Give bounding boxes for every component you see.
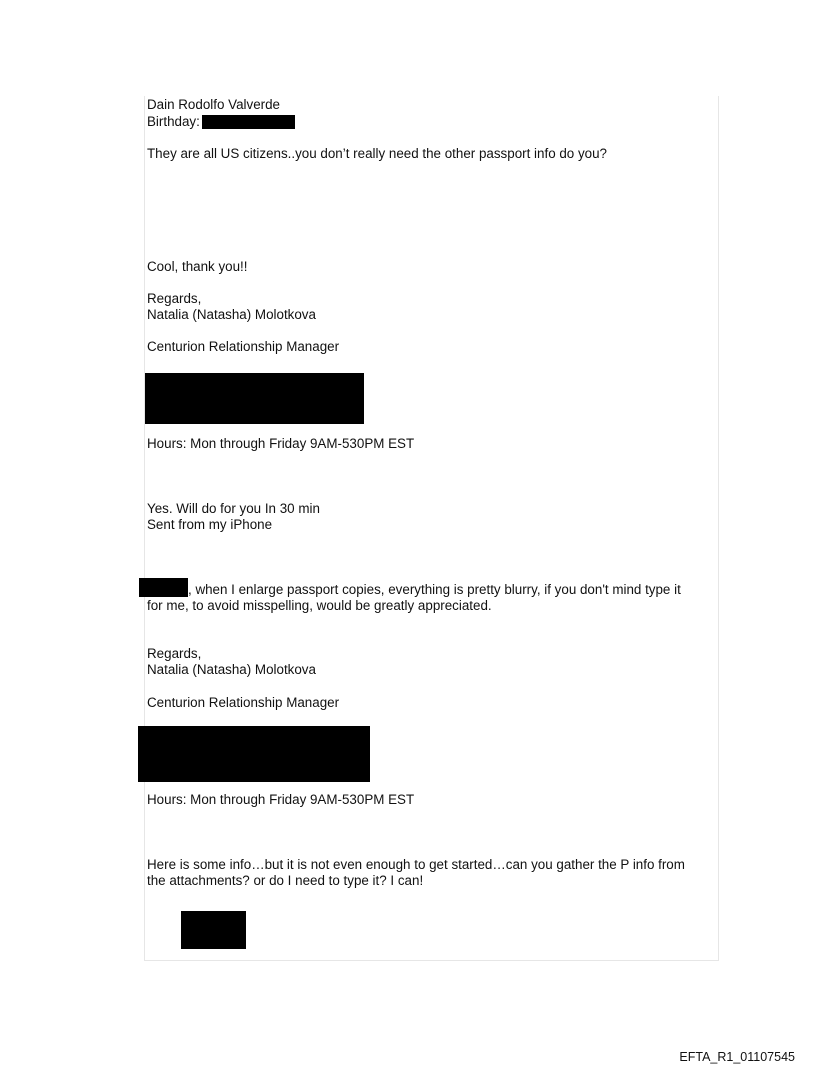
sender-name: Natalia (Natasha) Molotkova xyxy=(147,307,316,322)
thanks-line: Cool, thank you!! xyxy=(147,259,248,274)
redaction-box xyxy=(139,578,188,597)
document-id: EFTA_R1_01107545 xyxy=(679,1050,795,1064)
regards-line: Regards, xyxy=(147,291,202,306)
iphone-signature: Sent from my iPhone xyxy=(147,517,273,532)
redaction-box xyxy=(138,726,370,782)
message-line: for me, to avoid misspelling, would be greatly appreciated. xyxy=(147,598,492,613)
redaction-box xyxy=(181,911,246,949)
regards-line: Regards, xyxy=(147,646,202,661)
citizenship-question: They are all US citizens..you don’t really need the other passport info do you? xyxy=(147,146,608,161)
message-line: the attachments? or do I need to type it? I can! xyxy=(147,873,424,888)
sender-title: Centurion Relationship Manager xyxy=(147,339,340,354)
office-hours: Hours: Mon through Friday 9AM-530PM EST xyxy=(147,792,415,807)
redaction-box xyxy=(145,373,364,424)
redaction-box xyxy=(202,115,295,129)
office-hours: Hours: Mon through Friday 9AM-530PM EST xyxy=(147,436,415,451)
name-line: Dain Rodolfo Valverde xyxy=(147,97,280,112)
message-line: Here is some info…but it is not even enough to get started…can you gather the P info from xyxy=(147,857,685,872)
message-line: , when I enlarge passport copies, everything is pretty blurry, if you don't mind type it xyxy=(188,582,681,597)
birthday-label: Birthday: xyxy=(147,114,200,129)
sender-title: Centurion Relationship Manager xyxy=(147,695,340,710)
sender-name: Natalia (Natasha) Molotkova xyxy=(147,662,316,677)
reply-line: Yes. Will do for you In 30 min xyxy=(147,501,320,516)
